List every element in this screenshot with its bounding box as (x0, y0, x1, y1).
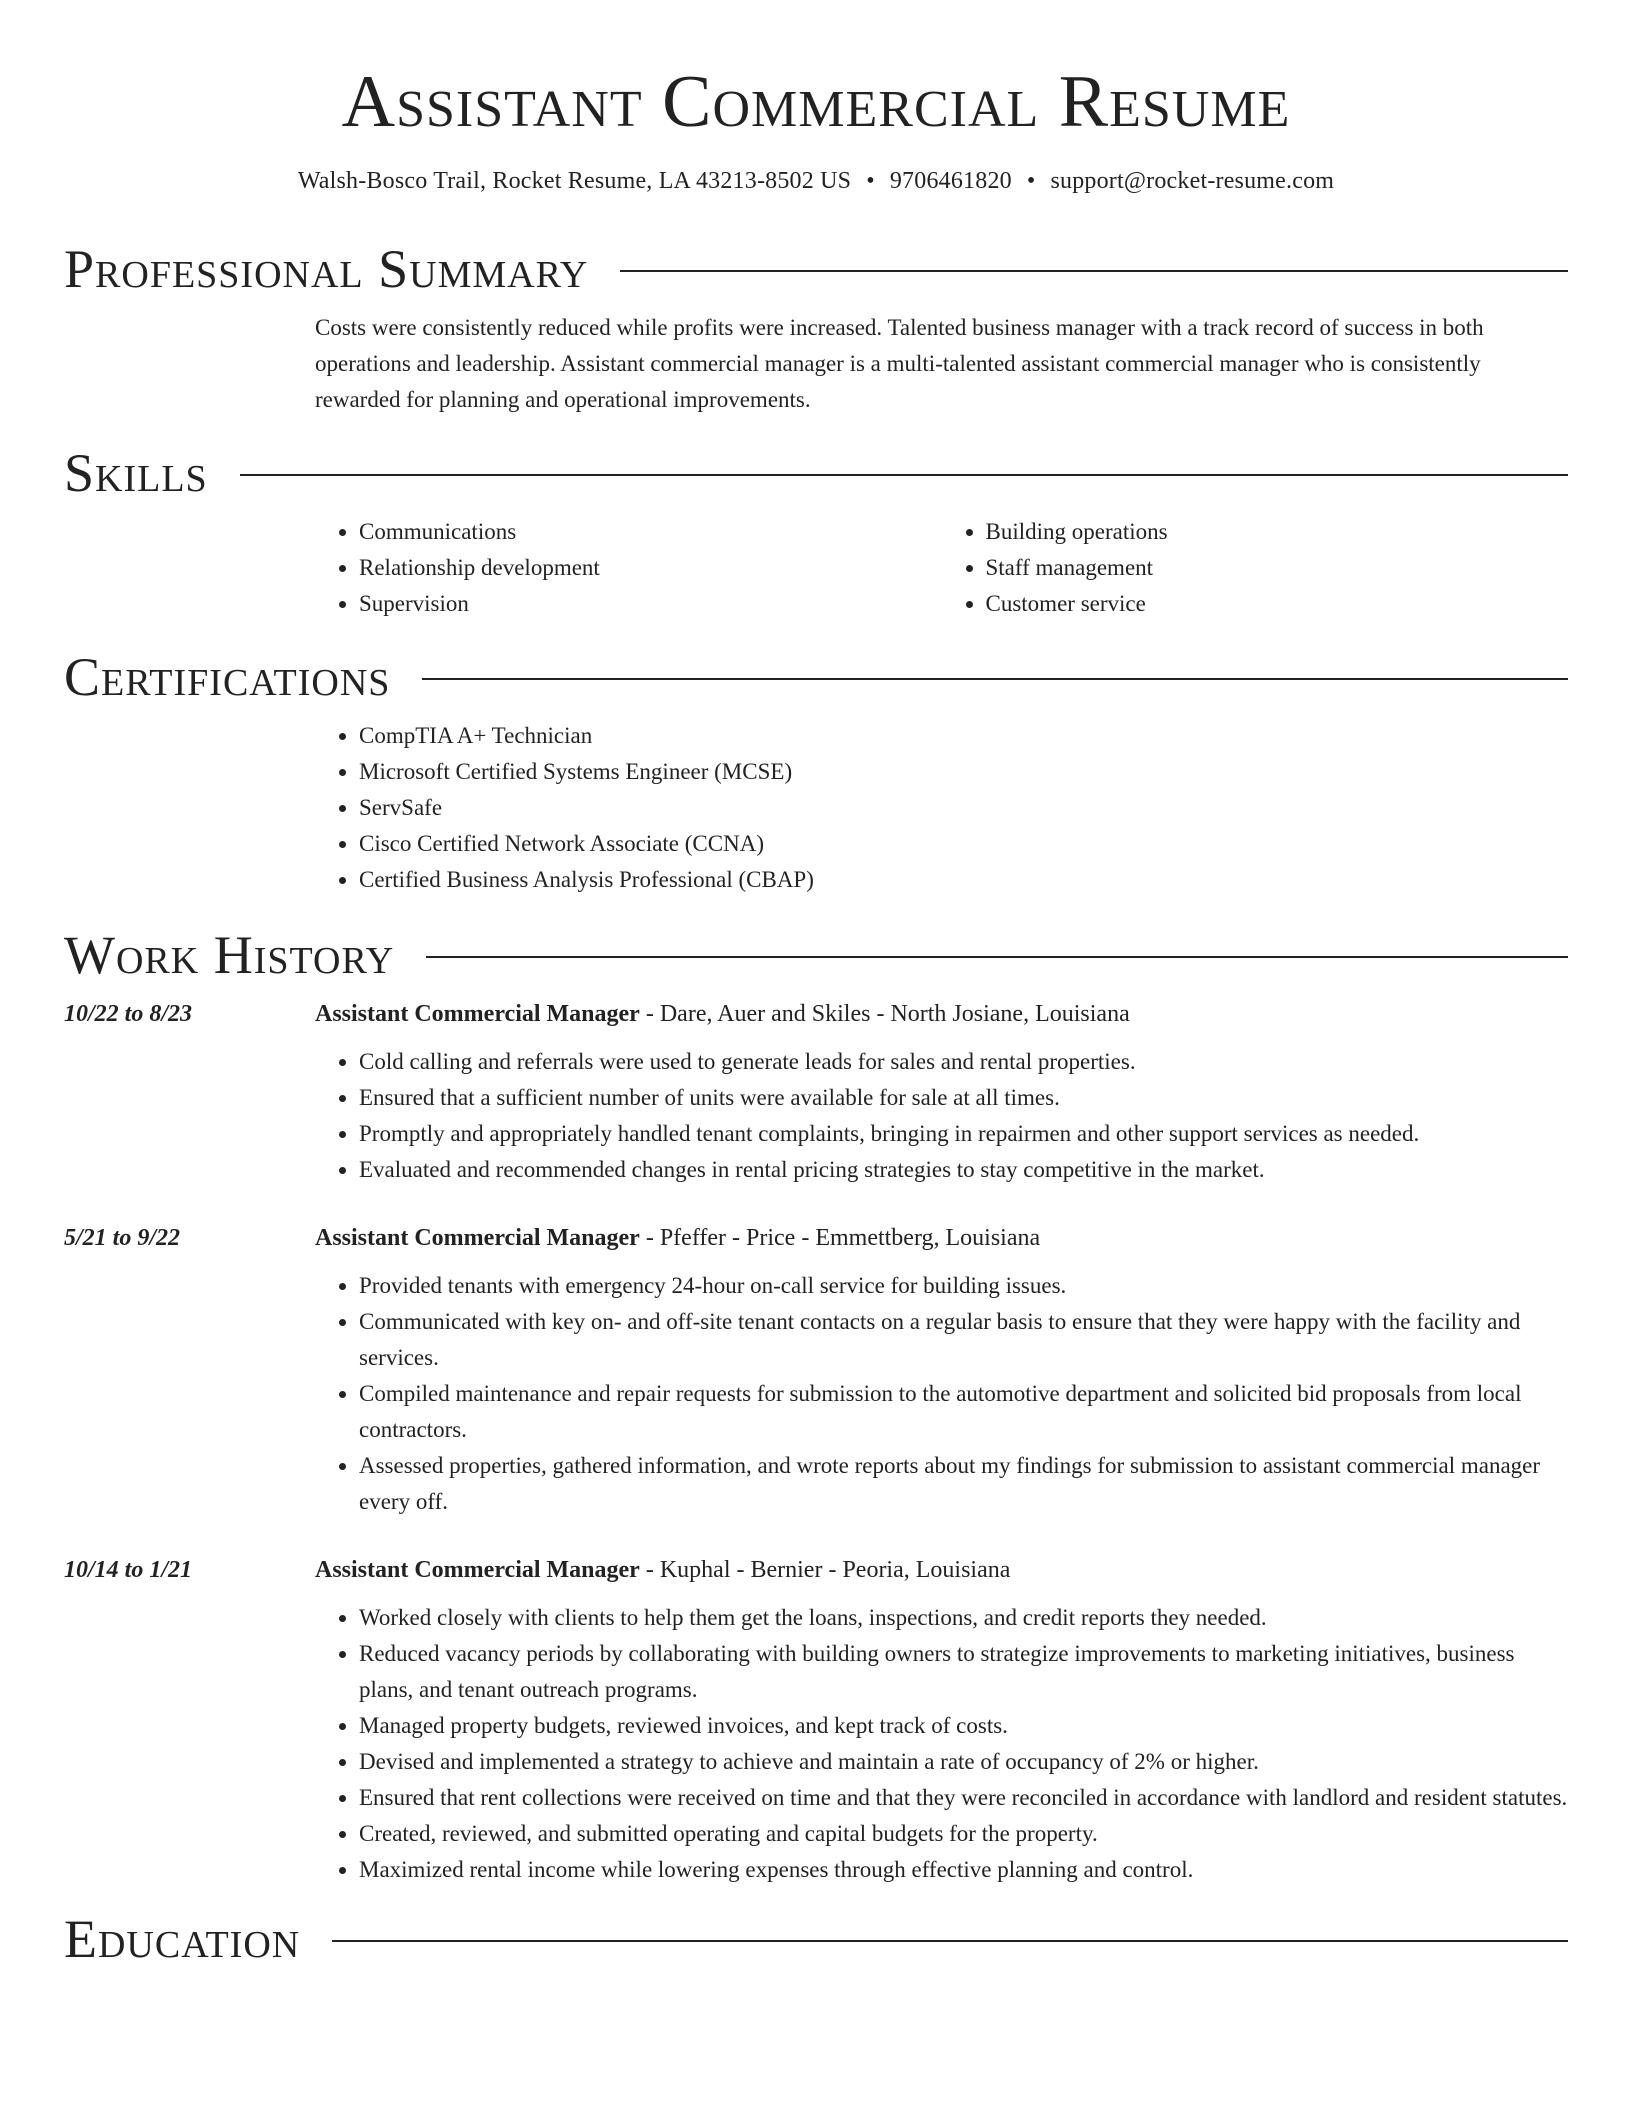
job-bullet: • Ensured that rent collections were received on time and that they were reconciled in accordance with landlord and resident statutes. (359, 1780, 1568, 1816)
skill-item: • Building operations (986, 514, 1569, 550)
job-title-line (315, 1220, 1040, 1256)
skills-column-left (315, 514, 942, 622)
education-section-header (64, 1902, 1568, 1976)
job-bullet: • Assessed properties, gathered information, and wrote reports about my findings for submission to assistant commercial manager every off. (359, 1448, 1568, 1520)
job-dates: 10/22 to 8/23 (64, 1001, 193, 1027)
skills-section-header (64, 436, 1568, 510)
job-bullet: • Provided tenants with emergency 24-hour on-call service for building issues. (359, 1268, 1568, 1304)
section-divider (422, 678, 1568, 680)
contact-line (64, 166, 1568, 196)
job-bullet: • Created, reviewed, and submitted operating and capital budgets for the property. (359, 1816, 1568, 1852)
certification-item: • CompTIA A+ Technician (359, 718, 1568, 754)
contact-address: Walsh-Bosco Trail, Rocket Resume, LA 43213-8502 US (297, 168, 852, 194)
contact-email[interactable]: support@rocket-resume.com (1050, 168, 1335, 194)
contact-separator: • (866, 168, 875, 194)
job-title-line (315, 1552, 1010, 1588)
work-heading: Work History (64, 925, 395, 985)
certification-item: • Certified Business Analysis Professional (CBAP) (359, 862, 1568, 898)
certifications-section-header (64, 640, 1568, 714)
job-bullet: • Communicated with key on- and off-site tenant contacts on a regular basis to ensure that they were happy with the facility and services. (359, 1304, 1568, 1376)
skill-item: • Communications (359, 514, 942, 550)
job-bullet: • Reduced vacancy periods by collaborating with building owners to strategize improvements to marketing initiatives, business plans, and tenant outreach programs. (359, 1636, 1568, 1708)
skill-item: • Supervision (359, 586, 942, 622)
skill-item: • Relationship development (359, 550, 942, 586)
certification-item: • ServSafe (359, 790, 1568, 826)
job-dates: 10/14 to 1/21 (64, 1557, 193, 1583)
job-bullets (315, 1044, 1568, 1188)
skill-item: • Customer service (986, 586, 1569, 622)
job-bullet: • Maximized rental income while lowering expenses through effective planning and control. (359, 1852, 1568, 1888)
job-header (64, 1552, 1568, 1588)
job-entry (64, 1552, 1568, 1888)
contact-phone[interactable]: 9706461820 (889, 168, 1012, 194)
skills-list (315, 514, 1568, 622)
job-dates: 5/21 to 9/22 (64, 1225, 181, 1251)
resume-title: Assistant Commercial Resume (341, 61, 1291, 143)
job-bullet: • Ensured that a sufficient number of units were available for sale at all times. (359, 1080, 1568, 1116)
job-bullet: • Devised and implemented a strategy to achieve and maintain a rate of occupancy of 2% or higher. (359, 1744, 1568, 1780)
certifications-list (315, 718, 1568, 898)
summary-heading: Professional Summary (64, 239, 589, 299)
job-bullet: • Compiled maintenance and repair requests for submission to the automotive department and solicited bid proposals from local contractors. (359, 1376, 1568, 1448)
certification-item: • Microsoft Certified Systems Engineer (MCSE) (359, 754, 1568, 790)
job-title: Assistant Commercial Manager (315, 1225, 640, 1251)
summary-body (315, 310, 1568, 418)
summary-text: Costs were consistently reduced while profits were increased. Talented business manager with a track record of success in both operations and leadership. Assistant commercial manager is a multi-talented assistant commercial manager who is consistently rewarded for planning and operational improvements. (315, 315, 1484, 412)
education-heading: Education (64, 1909, 301, 1969)
contact-separator: • (1026, 168, 1036, 194)
job-entry (64, 996, 1568, 1188)
job-bullet: • Promptly and appropriately handled tenant complaints, bringing in repairmen and other support services as needed. (359, 1116, 1568, 1152)
work-section-header (64, 918, 1568, 992)
skills-heading: Skills (64, 443, 208, 503)
skill-item: • Staff management (986, 550, 1569, 586)
job-bullet: • Evaluated and recommended changes in rental pricing strategies to stay competitive in the market. (359, 1152, 1568, 1188)
summary-section-header (64, 232, 1568, 306)
job-header (64, 996, 1568, 1032)
job-entry (64, 1220, 1568, 1520)
job-employer: - Kuphal - Bernier - Peoria, Louisiana (639, 1557, 1011, 1583)
job-employer: - Dare, Auer and Skiles - North Josiane, Louisiana (639, 1001, 1130, 1027)
job-title: Assistant Commercial Manager (315, 1001, 640, 1027)
section-divider (240, 474, 1568, 476)
job-bullets (315, 1600, 1568, 1888)
skills-column-right (942, 514, 1569, 622)
job-bullet: • Managed property budgets, reviewed invoices, and kept track of costs. (359, 1708, 1568, 1744)
job-header (64, 1220, 1568, 1256)
section-divider (620, 270, 1568, 272)
section-divider (426, 956, 1568, 958)
job-title-line (315, 996, 1130, 1032)
job-title: Assistant Commercial Manager (315, 1557, 640, 1583)
certification-item: • Cisco Certified Network Associate (CCNA) (359, 826, 1568, 862)
job-bullet: • Worked closely with clients to help them get the loans, inspections, and credit reports they needed. (359, 1600, 1568, 1636)
job-employer: - Pfeffer - Price - Emmettberg, Louisiana (639, 1225, 1041, 1251)
certifications-heading: Certifications (64, 647, 391, 707)
job-bullets (315, 1268, 1568, 1520)
job-bullet: • Cold calling and referrals were used to generate leads for sales and rental properties. (359, 1044, 1568, 1080)
section-divider (332, 1940, 1568, 1942)
